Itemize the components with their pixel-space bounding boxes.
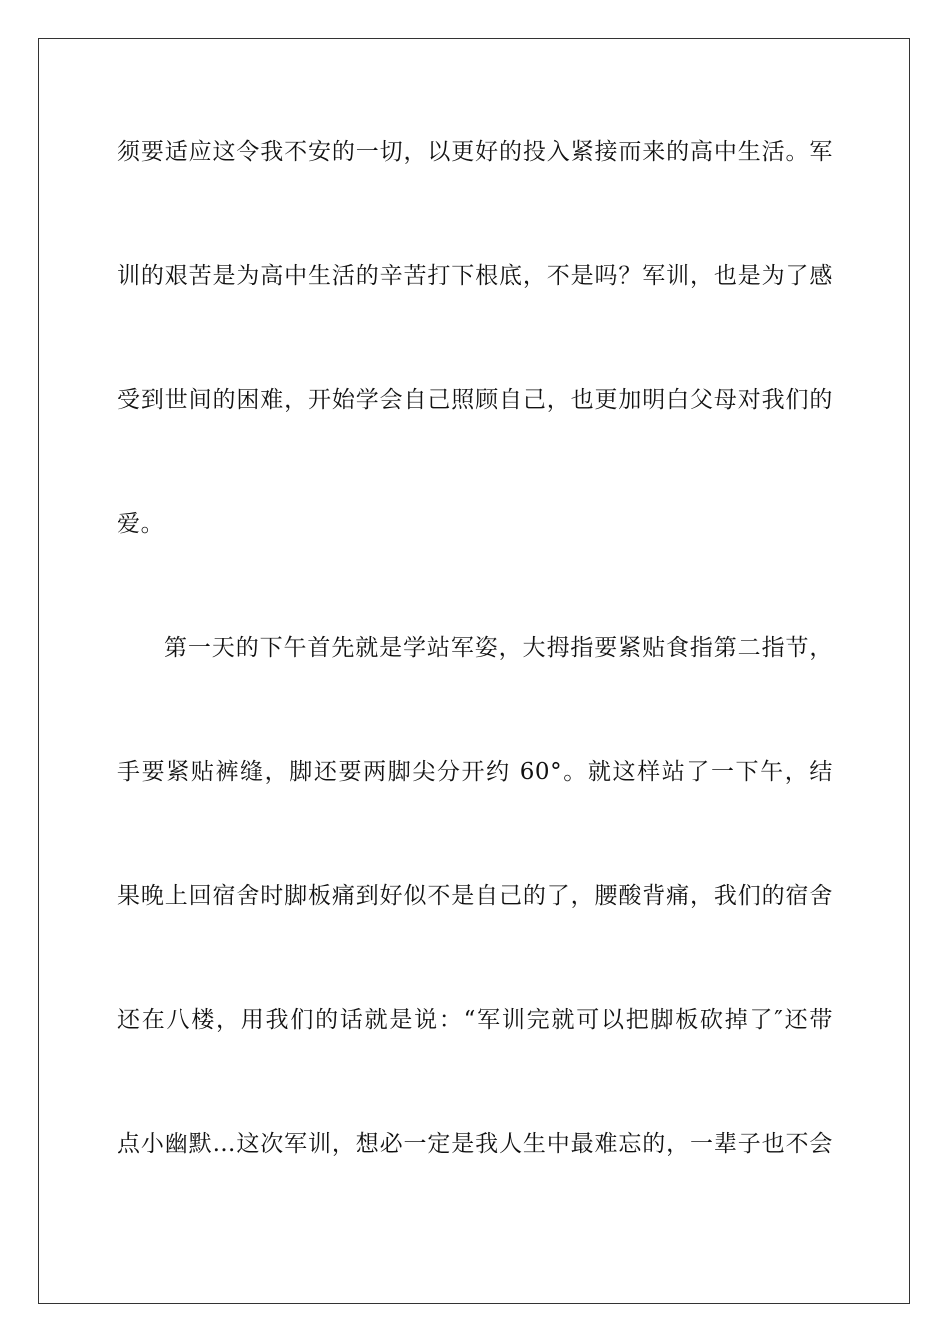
- paragraph-line: 点小幽默…这次军训，想必一定是我人生中最难忘的，一辈子也不会: [117, 1131, 833, 1157]
- paragraph-line: 须要适应这令我不安的一切，以更好的投入紧接而来的高中生活。军: [117, 139, 833, 165]
- paragraph-line: 果晚上回宿舍时脚板痛到好似不是自己的了，腰酸背痛，我们的宿舍: [117, 883, 833, 909]
- paragraph-line: 受到世间的困难，开始学会自己照顾自己，也更加明白父母对我们的: [117, 387, 833, 413]
- paragraph-line: 还在八楼，用我们的话就是说：“军训完就可以把脚板砍掉了″还带: [117, 1007, 833, 1033]
- paragraph-line: 爱。: [117, 511, 165, 537]
- page-border: [38, 38, 910, 1304]
- paragraph-line: 第一天的下午首先就是学站军姿，大拇指要紧贴食指第二指节，: [164, 635, 833, 661]
- paragraph-line: 手要紧贴裤缝，脚还要两脚尖分开约 60°。就这样站了一下午，结: [117, 759, 833, 785]
- paragraph-line: 训的艰苦是为高中生活的辛苦打下根底，不是吗？军训，也是为了感: [117, 263, 833, 289]
